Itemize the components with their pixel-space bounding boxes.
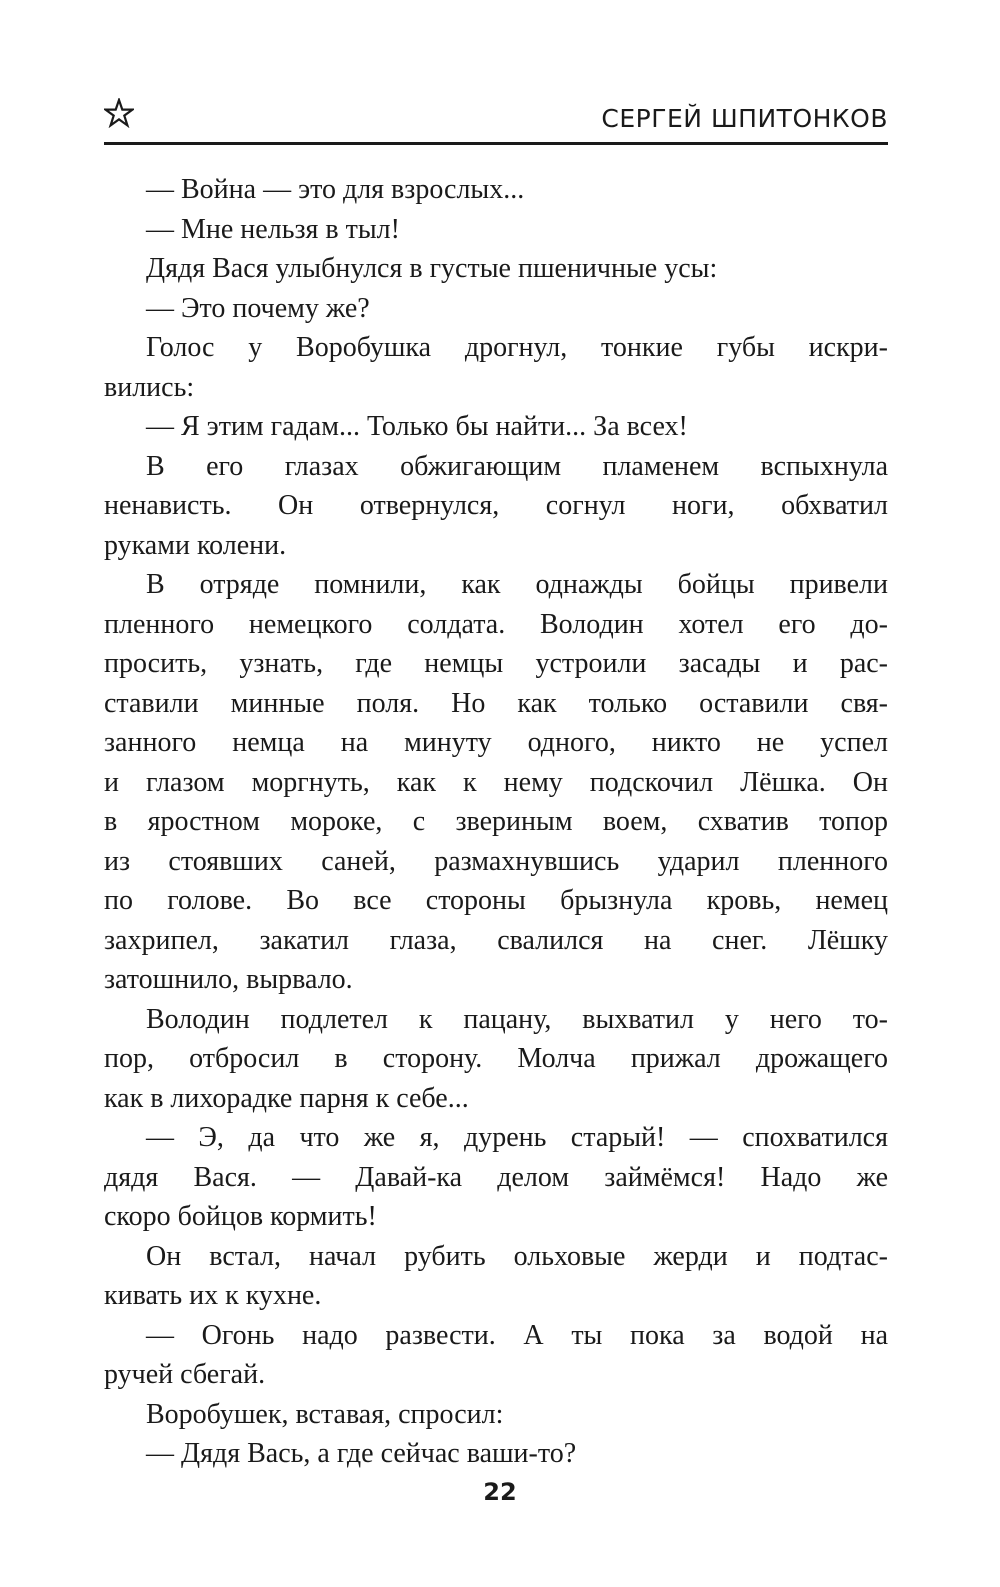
text-line: скоро бойцов кормить! [104,1201,377,1232]
text-line: Он встал, начал рубить ольховые жерди и подтас- [146,1240,888,1272]
text-line: просить, узнать, где немцы устроили засады и рас- [104,648,888,679]
text-line: Голос у Воробушка дрогнул, тонкие губы искри- [146,332,888,363]
text-line: затошнило, вырвало. [104,964,353,995]
text-line: — Я этим гадам... Только бы найти... За всех! [146,411,688,442]
body-text [104,170,888,1474]
text-line: — Война — это для взрослых... [146,174,525,205]
text-line: ставили минные поля. Но как только оставили свя- [104,687,888,719]
text-line: пор, отбросил в сторону. Молча прижал дрожащего [104,1043,888,1074]
text-line: в яростном мороке, с звериным воем, схватив топор [104,806,888,837]
running-head: СЕРГЕЙ ШПИТОНКОВ [601,104,888,133]
text-line: Воробушек, вставая, спросил: [146,1398,504,1430]
text-line: — Дядя Вась, а где сейчас ваши-то? [146,1438,577,1469]
text-line: занного немца на минуту одного, никто не успел [104,727,888,758]
page-header [104,98,888,144]
text-line: как в лихорадке парня к себе... [104,1082,469,1114]
text-line: Володин подлетел к пацану, выхватил у него то- [146,1003,888,1035]
text-line: — Огонь надо развести. А ты пока за водой на [146,1319,888,1351]
text-line: захрипел, закатил глаза, свалился на снег. Лёшку [104,924,888,956]
star-outline-icon [104,98,134,128]
page-number: 22 [483,1478,517,1506]
text-line: ненависть. Он отвернулся, согнул ноги, обхватил [104,490,888,521]
text-line: — Это почему же? [146,292,370,324]
text-line: руками колени. [104,529,287,561]
header-rule [104,142,888,145]
text-line: дядя Вася. — Давай-ка делом займёмся! Надо же [104,1161,888,1193]
text-line: — Э, да что же я, дурень старый! — спохватился [146,1122,888,1153]
text-line: из стоявших саней, размахнувшись ударил пленного [104,845,888,877]
text-line: В отряде помнили, как однажды бойцы привели [146,569,888,600]
text-line: Дядя Вася улыбнулся в густые пшеничные усы: [146,253,718,284]
text-line: кивать их к кухне. [104,1280,322,1311]
text-line: вились: [104,371,195,403]
text-line: и глазом моргнуть, как к нему подскочил Лёшка. Он [104,766,888,798]
text-line: пленного немецкого солдата. Володин хотел его до- [104,608,888,640]
text-line: по голове. Во все стороны брызнула кровь, немец [104,885,888,916]
text-line: — Мне нельзя в тыл! [146,213,400,245]
text-line: ручей сбегай. [104,1359,266,1390]
text-line: В его глазах обжигающим пламенем вспыхнула [146,450,888,482]
